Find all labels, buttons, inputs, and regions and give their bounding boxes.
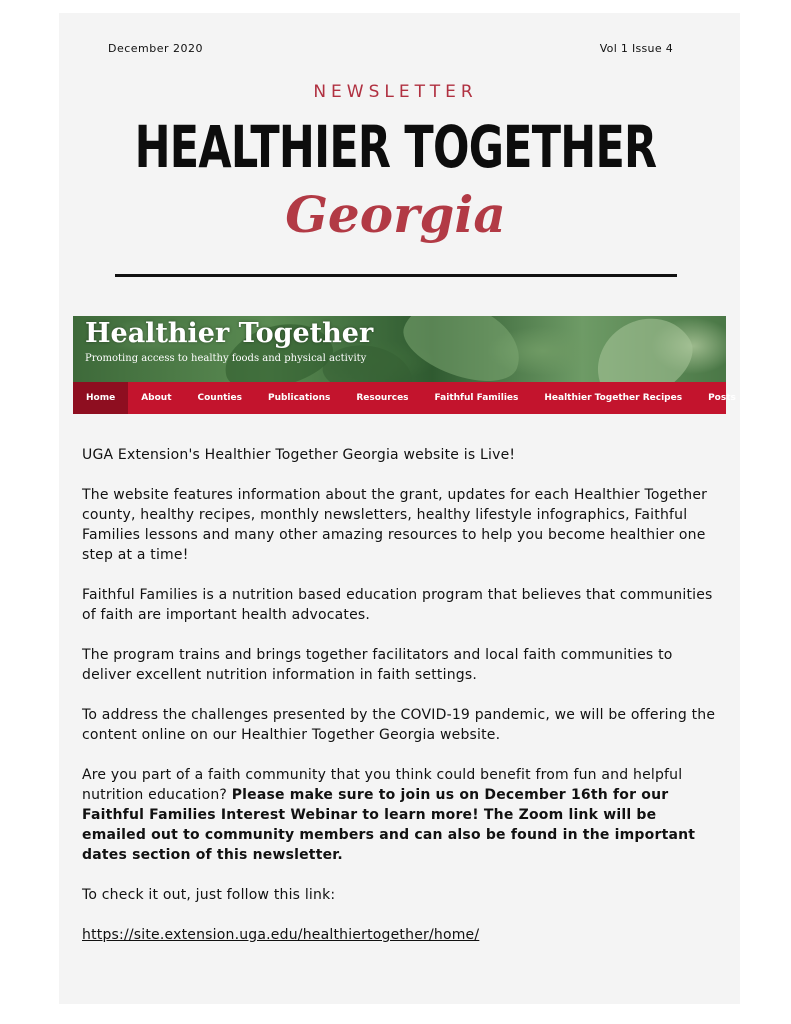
nav-about[interactable]: About <box>141 393 172 403</box>
paragraph-webinar <box>82 765 722 865</box>
newsletter-kicker: NEWSLETTER <box>313 82 478 102</box>
website-nav-bar <box>73 382 736 414</box>
nav-publications[interactable]: Publications <box>267 393 331 403</box>
newsletter-title: HEALTHIER TOGETHER <box>134 113 657 181</box>
title-divider <box>115 274 677 277</box>
nav-posts[interactable]: Posts <box>708 393 736 403</box>
nav-home[interactable]: Home <box>73 382 128 414</box>
newsletter-subtitle: Georgia <box>285 185 506 244</box>
paragraph-announcement: UGA Extension's Healthier Together Georgia website is Live! <box>82 447 516 463</box>
paragraph-link-intro: To check it out, just follow this link: <box>82 887 336 903</box>
leaf-shape <box>581 316 705 382</box>
nav-faithful-families[interactable]: Faithful Families <box>434 393 519 403</box>
paragraph-covid: To address the challenges presented by the COVID-19 pandemic, we will be offering the content online on our Healthier Together Georgia website. <box>82 707 716 743</box>
website-link[interactable]: https://site.extension.uga.edu/healthiertogether/home/ <box>82 927 480 943</box>
paragraph-website-features: The website features information about the grant, updates for each Healthier Together county, healthy recipes, monthly newsletters, healthy lifestyle infographics, Faithful Families lessons and many other amazing resources to help you become healthier one step at a time! <box>82 487 708 563</box>
issue-date: December 2020 <box>108 42 204 55</box>
website-tagline: Promoting access to healthy foods and physical activity <box>85 353 367 364</box>
issue-volume: Vol 1 Issue 4 <box>599 42 673 55</box>
leaf-shape <box>395 316 532 382</box>
nav-recipes[interactable]: Healthier Together Recipes <box>544 393 683 403</box>
nav-counties[interactable]: Counties <box>197 393 242 403</box>
webinar-question: Are you part of a faith community that you think could benefit from fun and helpful nutrition education? <box>82 767 683 803</box>
webinar-invite: Please make sure to join us on December 16th for our Faithful Families Interest Webinar to learn more! The Zoom link will be emailed out to community members and can also be found in the important dates section of this newsletter. <box>82 787 696 863</box>
website-hero-image <box>73 316 726 382</box>
article-body <box>82 445 722 965</box>
paragraph-faithful-families: Faithful Families is a nutrition based education program that believes that communities of faith are important health advocates. <box>82 587 713 623</box>
nav-resources[interactable]: Resources <box>356 393 409 403</box>
website-screenshot <box>73 316 736 414</box>
website-title: Healthier Together <box>85 318 374 349</box>
paragraph-program: The program trains and brings together facilitators and local faith communities to deliver excellent nutrition information in faith settings. <box>82 647 673 683</box>
